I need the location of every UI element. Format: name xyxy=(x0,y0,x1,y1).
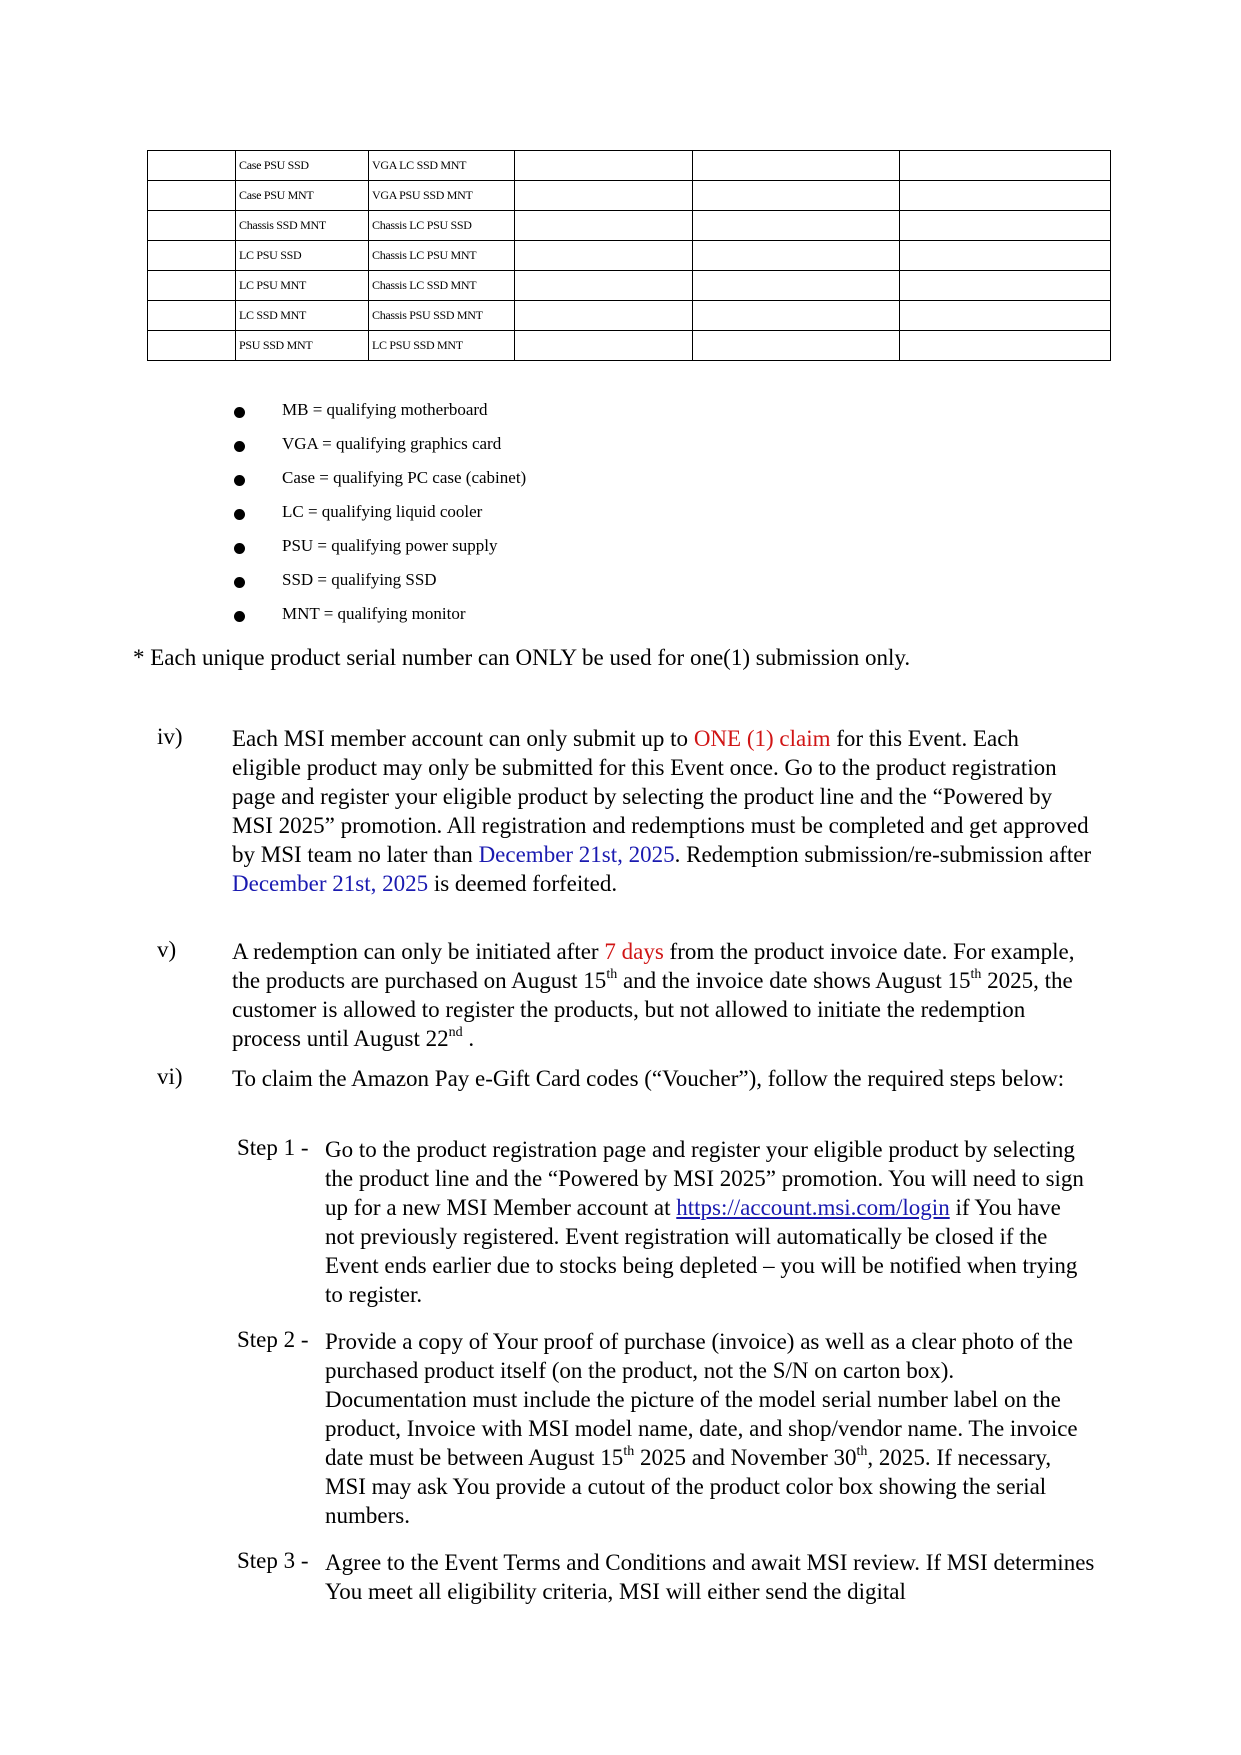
bullet-icon xyxy=(234,509,245,520)
table-cell xyxy=(900,241,1111,271)
clause-number: v) xyxy=(157,937,177,962)
legend-text: LC = qualifying liquid cooler xyxy=(282,502,483,521)
table-cell: VGA PSU SSD MNT xyxy=(369,181,515,211)
table-cell xyxy=(693,211,900,241)
clause-number: iv) xyxy=(157,724,183,749)
text-run: for this Event. Each eligible product may only be submitted for this Event once. Go to the product registration page and register your eligible product by selecting the product line and the “Powered by MSI 2025” promotion. All registration and redemptions must be completed and get approved by MSI team no later than xyxy=(232,726,1089,867)
table-cell xyxy=(515,151,693,181)
table-cell: LC PSU SSD MNT xyxy=(369,331,515,361)
ordinal-suffix: th xyxy=(623,1444,635,1460)
table-cell: LC PSU SSD xyxy=(236,241,369,271)
table-cell xyxy=(148,271,236,301)
table-row xyxy=(148,181,1111,211)
table-cell xyxy=(693,271,900,301)
table-row xyxy=(148,271,1111,301)
ordinal-suffix: th xyxy=(606,967,618,983)
table-cell xyxy=(148,151,236,181)
table-cell xyxy=(900,301,1111,331)
ordinal-suffix: th xyxy=(970,967,982,983)
claim-limit-highlight: ONE (1) claim xyxy=(693,726,831,751)
text-run: , 2025. If necessary, MSI may ask You provide a cutout of the product color box showing the serial numbers. xyxy=(325,1445,1052,1528)
table-cell: Chassis LC SSD MNT xyxy=(369,271,515,301)
clause-text: To claim the Amazon Pay e-Gift Card codes (“Voucher”), follow the required steps below: xyxy=(232,1066,1065,1091)
table-cell: Chassis SSD MNT xyxy=(236,211,369,241)
ordinal-suffix: nd xyxy=(448,1025,463,1041)
text-run: is deemed forfeited. xyxy=(428,871,618,896)
text-run: 2025 and November 30 xyxy=(634,1445,857,1470)
msi-account-login-link[interactable]: https://account.msi.com/login xyxy=(676,1195,950,1220)
table-cell: LC SSD MNT xyxy=(236,301,369,331)
bullet-icon xyxy=(234,543,245,554)
ordinal-suffix: th xyxy=(856,1444,868,1460)
table-row xyxy=(148,331,1111,361)
table-row xyxy=(148,211,1111,241)
bullet-icon xyxy=(234,441,245,452)
deadline-date: December 21st, 2025 xyxy=(478,842,675,867)
step-label: Step 1 - xyxy=(237,1135,309,1160)
table-cell xyxy=(515,331,693,361)
step-text xyxy=(325,1135,1095,1309)
table-cell: Case PSU SSD xyxy=(236,151,369,181)
table-cell: PSU SSD MNT xyxy=(236,331,369,361)
text-run: and the invoice date shows August 15 xyxy=(617,968,971,993)
table-cell xyxy=(693,331,900,361)
table-cell xyxy=(148,181,236,211)
table-cell xyxy=(693,241,900,271)
table-cell xyxy=(515,271,693,301)
waiting-period-highlight: 7 days xyxy=(604,939,664,964)
text-run: if You have not previously registered. Event registration will automatically be closed if the Event ends earlier due to stocks being depleted – you will be notified when trying to register. xyxy=(325,1195,1078,1307)
legend-text: MNT = qualifying monitor xyxy=(282,604,466,623)
text-run: Provide a copy of Your proof of purchase (invoice) as well as a clear photo of the purchased product itself (on the product, not the S/N on carton box). Documentation must include the picture of the model serial number label on the product, Invoice with MSI model name, date, and shop/vendor name. The invoice date must be between August 15 xyxy=(325,1329,1078,1470)
table-cell xyxy=(515,241,693,271)
clause-text xyxy=(232,724,1092,898)
serial-number-note: * Each unique product serial number can ONLY be used for one(1) submission only. xyxy=(133,645,911,670)
legend-text: VGA = qualifying graphics card xyxy=(282,434,502,453)
text-run: Go to the product registration page and register your eligible product by selecting the product line and the “Powered by MSI 2025” promotion. You will need to sign up for a new MSI Member account at xyxy=(325,1137,1084,1220)
table-cell xyxy=(148,211,236,241)
clause-number: vi) xyxy=(157,1064,183,1089)
bullet-icon xyxy=(234,577,245,588)
table-cell xyxy=(693,151,900,181)
step-label: Step 3 - xyxy=(237,1548,309,1573)
text-run: Each MSI member account can only submit up to xyxy=(232,726,694,751)
table-row xyxy=(148,301,1111,331)
table-cell: Chassis LC PSU SSD xyxy=(369,211,515,241)
table-row xyxy=(148,151,1111,181)
table-cell: Chassis LC PSU MNT xyxy=(369,241,515,271)
table-cell xyxy=(900,151,1111,181)
table-cell xyxy=(900,211,1111,241)
deadline-date: December 21st, 2025 xyxy=(232,871,429,896)
text-run: . Redemption submission/re-submission after xyxy=(674,842,1092,867)
table-cell xyxy=(148,331,236,361)
table-cell xyxy=(900,181,1111,211)
bullet-icon xyxy=(234,475,245,486)
text-run: . xyxy=(462,1026,475,1051)
legend-text: PSU = qualifying power supply xyxy=(282,536,498,555)
combo-table xyxy=(147,150,1111,361)
clause-text xyxy=(232,937,1092,1053)
table-cell xyxy=(515,301,693,331)
table-cell: Chassis PSU SSD MNT xyxy=(369,301,515,331)
text-run: from the product invoice date. For example, the products are purchased on August 15 xyxy=(232,939,1075,993)
bullet-icon xyxy=(234,407,245,418)
step-text xyxy=(325,1327,1095,1530)
table-cell xyxy=(148,301,236,331)
table-cell xyxy=(693,301,900,331)
bullet-icon xyxy=(234,611,245,622)
table-cell: LC PSU MNT xyxy=(236,271,369,301)
table-cell xyxy=(515,211,693,241)
table-cell xyxy=(900,331,1111,361)
text-run: 2025, the customer is allowed to register the products, but not allowed to initiate the redemption process until August 22 xyxy=(232,968,1073,1051)
table-cell xyxy=(515,181,693,211)
legend-text: Case = qualifying PC case (cabinet) xyxy=(282,468,527,487)
legend-text: MB = qualifying motherboard xyxy=(282,400,488,419)
table-cell: VGA LC SSD MNT xyxy=(369,151,515,181)
table-cell xyxy=(693,181,900,211)
table-cell: Case PSU MNT xyxy=(236,181,369,211)
step-label: Step 2 - xyxy=(237,1327,309,1352)
table-row xyxy=(148,241,1111,271)
table-cell xyxy=(148,241,236,271)
step-text: Agree to the Event Terms and Conditions and await MSI review. If MSI determines You meet all eligibility criteria, MSI will either send the digital xyxy=(325,1550,1095,1604)
table-cell xyxy=(900,271,1111,301)
legend-text: SSD = qualifying SSD xyxy=(282,570,437,589)
text-run: A redemption can only be initiated after xyxy=(232,939,605,964)
